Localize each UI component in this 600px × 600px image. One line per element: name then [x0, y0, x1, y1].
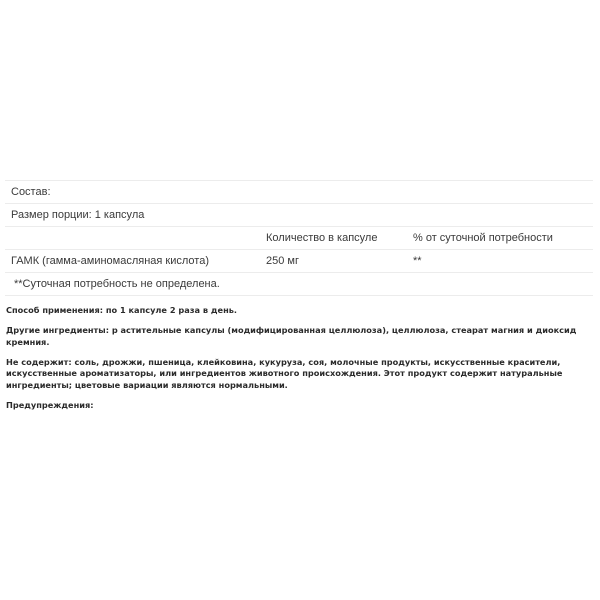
supplement-facts-table	[5, 180, 593, 296]
ingredient-row	[5, 250, 593, 273]
does-not-contain-text: Не содержит: соль, дрожжи, пшеница, клейковина, кукуруза, соя, молочные продукты, искусственные красители, искусственные ароматизаторы, или ингредиентов животного происхождения. Этот продукт содержит натуральные ингредиенты; цветовые вариации являются нормальными.	[6, 356, 563, 390]
footnote: **Суточная потребность не определена.	[14, 278, 220, 290]
facts-title-row	[5, 181, 593, 204]
amount-header: Количество в капсуле	[266, 232, 378, 244]
warnings-heading: Предупреждения:	[6, 399, 94, 410]
ingredient-name: ГАМК (гамма-аминомасляная кислота)	[11, 255, 209, 267]
ingredient-daily-value: **	[413, 255, 422, 267]
other-ingredients-text: Другие ингредиенты: р астительные капсулы (модифицированная целлюлоза), целлюлоза, стеарат магния и диоксид кремния.	[6, 325, 577, 347]
usage-text: Способ применения: по 1 капсуле 2 раза в день.	[6, 305, 238, 315]
footnote-row	[5, 273, 593, 296]
ingredient-amount: 250 мг	[266, 255, 299, 267]
serving-size-row	[5, 204, 593, 227]
facts-title: Состав:	[11, 186, 51, 198]
facts-header-row	[5, 227, 593, 250]
product-info	[6, 305, 586, 420]
daily-value-header: % от суточной потребности	[413, 232, 553, 244]
serving-size: Размер порции: 1 капсула	[11, 209, 145, 221]
